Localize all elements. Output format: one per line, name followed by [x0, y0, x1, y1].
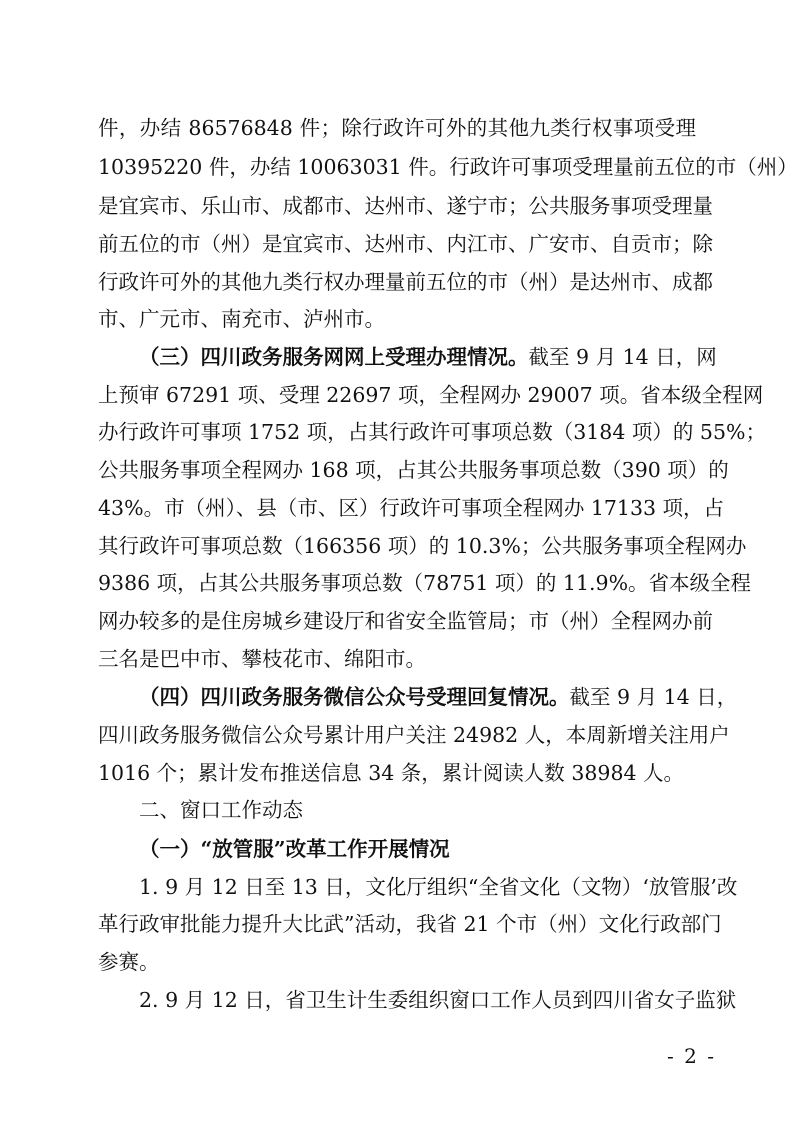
text-line: [98, 489, 725, 527]
line-text: 43%。市（州）、县（市、区）行政许可事项全程网办 17133 项，占: [98, 496, 725, 520]
line-text: 其行政许可事项总数（166356 项）的 10.3%；公共服务事项全程网办: [98, 534, 747, 558]
text-line: [98, 905, 722, 943]
line-text: 市、广元市、南充市、泸州市。: [98, 307, 385, 331]
section-heading: （三）四川政务服务网网上受理办理情况。: [139, 345, 529, 369]
text-line: [98, 451, 729, 489]
line-text: 三名是巴中市、攀枝花市、绵阳市。: [98, 647, 426, 671]
line-text: 是宜宾市、乐山市、成都市、达州市、遂宁市；公共服务事项受理量: [98, 194, 713, 218]
text-line: [139, 868, 738, 906]
line-text: 四川政务服务微信公众号累计用户关注 24982 人，本周新增关注用户: [98, 723, 730, 747]
section-heading-line: [139, 678, 738, 716]
text-line: [98, 943, 696, 981]
text-line: [139, 981, 737, 1019]
text-line: [98, 187, 713, 225]
line-text: 前五位的市（州）是宜宾市、达州市、内江市、广安市、自贡市；除: [98, 232, 713, 256]
line-text: 1. 9 月 12 日至 13 日，文化厅组织“全省文化（文物）‘放管服’改: [139, 875, 738, 899]
chapter-heading: [139, 791, 696, 829]
line-text: 办行政许可事项 1752 项，占其行政许可事项总数（3184 项）的 55%；: [98, 420, 766, 444]
section-heading: （四）四川政务服务微信公众号受理回复情况。: [139, 685, 570, 709]
text-line: [98, 640, 696, 678]
line-text: 革行政审批能力提升大比武”活动，我省 21 个市（州）文化行政部门: [98, 912, 722, 936]
subsection-heading: [139, 830, 696, 868]
line-text: 9386 项，占其公共服务事项总数（78751 项）的 11.9%。省本级全程: [98, 571, 752, 595]
line-text: 2. 9 月 12 日，省卫生计生委组织窗口工作人员到四川省女子监狱: [139, 988, 737, 1012]
line-text: 网办较多的是住房城乡建设厅和省安全监管局；市（州）全程网办前: [98, 609, 713, 633]
text-line: [98, 716, 730, 754]
section-heading-line: [139, 338, 717, 376]
line-text: 截至 9 月 14 日，网: [528, 345, 717, 369]
text-line: [98, 527, 747, 565]
line-text: 截至 9 月 14 日，: [569, 685, 738, 709]
line-text: 上预审 67291 项、受理 22697 项，全程网办 29007 项。省本级全程网: [98, 383, 764, 407]
text-line: [98, 300, 696, 338]
subsection-heading-text: （一）“放管服”改革工作开展情况: [139, 837, 450, 861]
text-line: [98, 225, 713, 263]
text-line: [98, 413, 766, 451]
text-line: [98, 109, 696, 147]
line-text: 10395220 件，办结 10063031 件。行政许可事项受理量前五位的市（州）: [98, 155, 798, 179]
text-line: [98, 564, 752, 602]
page-number: - 2 -: [667, 1044, 716, 1068]
text-line: [98, 263, 713, 301]
line-text: 公共服务事项全程网办 168 项，占其公共服务事项总数（390 项）的: [98, 458, 729, 482]
line-text: 件，办结 86576848 件；除行政许可外的其他九类行权事项受理: [98, 116, 696, 140]
text-line: [98, 754, 696, 792]
line-text: 1016 个；累计发布推送信息 34 条，累计阅读人数 38984 人。: [98, 761, 685, 785]
line-text: 参赛。: [98, 950, 160, 974]
line-text: 行政许可外的其他九类行权办理量前五位的市（州）是达州市、成都: [98, 270, 713, 294]
text-line: [98, 602, 713, 640]
text-line: [98, 148, 798, 186]
chapter-heading-text: 二、窗口工作动态: [139, 798, 303, 822]
text-line: [98, 376, 764, 414]
